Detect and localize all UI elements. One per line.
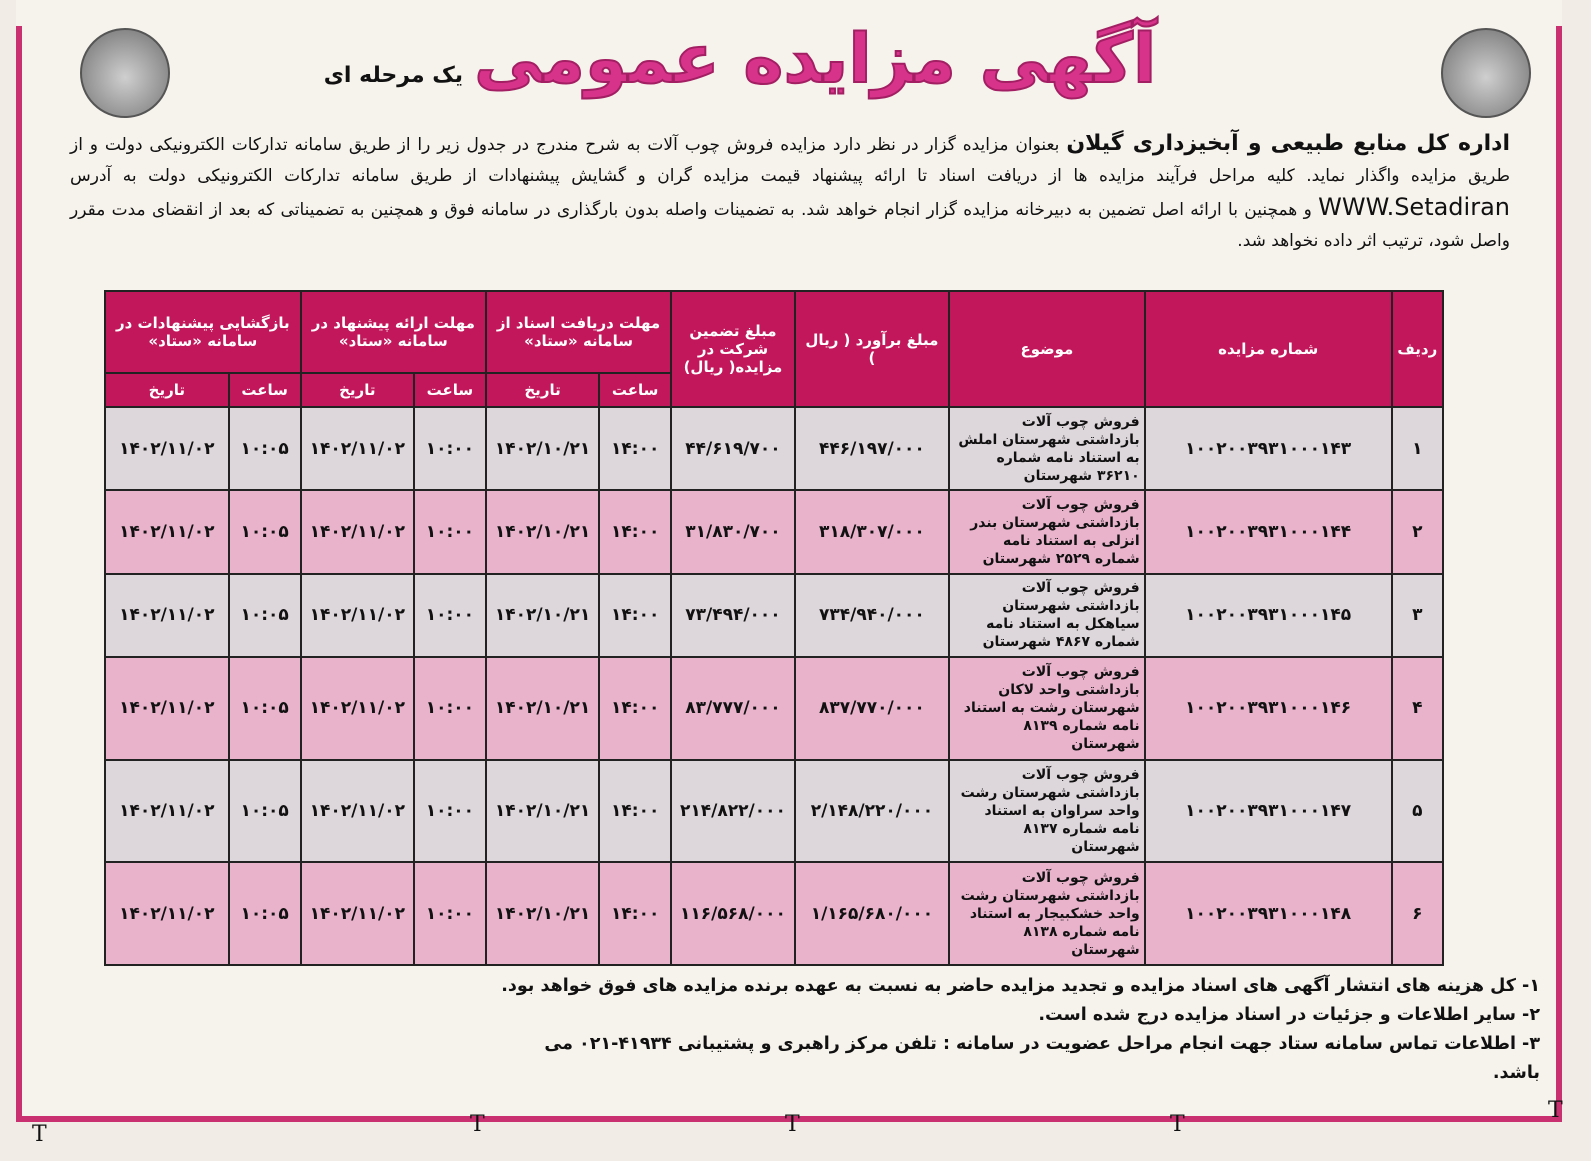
cell-row: ۴ [1392,657,1443,760]
cell-docs-time: ۱۴:۰۰ [599,490,671,573]
header-docs-deadline: مهلت دریافت اسناد از سامانه «ستاد» [486,291,671,373]
note-item: ۱- کل هزینه های انتشار آگهی های اسناد مزایده و تجدید مزایده حاضر به نسبت به عهده برنده مزایده های فوق خواهد بود. [501,976,1540,996]
cell-guarantee: ۲۱۴/۸۲۲/۰۰۰ [671,760,795,863]
intro-text-part1: بعنوان مزایده گزار در نظر دارد مزایده فروش چوب آلات به شرح مندرج در جدول زیر را از طریق سامانه تدارکات الکترونیکی دولت و از طریق مزایده واگذار نماید. کلیه مراحل فرآیند مزایده ها از دریافت اسناد تا ارائه پیشنهاد قیمت مزایده گران و گشایش پیشنهادات از طریق سامانه تدارکات الکترونیکی دولت به آدرس [70,135,1510,186]
cell-subject: فروش چوب آلات بازداشتی شهرستان رشت واحد خشکبیجار به استناد نامه شماره ۸۱۳۸ شهرستان [949,862,1145,965]
cell-submit-time: ۱۰:۰۰ [414,490,486,573]
cell-subject: فروش چوب آلات بازداشتی شهرستان بندر انزلی به استناد نامه شماره ۲۵۲۹ شهرستان [949,490,1145,573]
cell-submit-time: ۱۰:۰۰ [414,657,486,760]
ad-title-main: آگهی مزایده عمومی [474,20,1157,99]
cell-subject: فروش چوب آلات بازداشتی شهرستان سیاهکل به استناد نامه شماره ۴۸۶۷ شهرستان [949,574,1145,657]
note-item: ۲- سایر اطلاعات و جزئیات در اسناد مزایده درج شده است. [1038,1005,1540,1025]
cell-number: ۱۰۰۲۰۰۳۹۳۱۰۰۰۱۴۷ [1145,760,1392,863]
cell-estimate: ۴۴۶/۱۹۷/۰۰۰ [795,407,949,490]
cell-estimate: ۱/۱۶۵/۶۸۰/۰۰۰ [795,862,949,965]
note-item: ۳- اطلاعات تماس سامانه ستاد جهت انجام مراحل عضویت در سامانه : تلفن مرکز راهبری و پشتیبانی ۴۱۹۳۴-۰۲۱ می باشد. [544,1034,1540,1083]
cell-submit-date: ۱۴۰۲/۱۱/۰۲ [301,657,414,760]
cell-estimate: ۸۳۷/۷۷۰/۰۰۰ [795,657,949,760]
header-subject: موضوع [949,291,1145,407]
header-time: ساعت [599,373,671,407]
cell-docs-date: ۱۴۰۲/۱۰/۲۱ [486,862,599,965]
table-row [105,574,1443,657]
cell-submit-date: ۱۴۰۲/۱۱/۰۲ [301,862,414,965]
organization-seal-icon [80,28,170,118]
table-row [105,490,1443,573]
notes-list [500,972,1540,1088]
cell-number: ۱۰۰۲۰۰۳۹۳۱۰۰۰۱۴۴ [1145,490,1392,573]
table-row [105,657,1443,760]
cell-open-date: ۱۴۰۲/۱۱/۰۲ [105,862,229,965]
header-guarantee: مبلغ تضمین شرکت در مزایده( ریال) [671,291,795,407]
organization-seal-icon [1441,28,1531,118]
ad-title-suffix: یک مرحله ای [323,63,464,88]
cell-subject: فروش چوب آلات بازداشتی شهرستان املش به استناد نامه شماره ۳۶۲۱۰ شهرستان [949,407,1145,490]
cell-row: ۱ [1392,407,1443,490]
cell-docs-time: ۱۴:۰۰ [599,657,671,760]
header-time: ساعت [229,373,301,407]
cell-open-date: ۱۴۰۲/۱۱/۰۲ [105,760,229,863]
cell-estimate: ۷۳۴/۹۴۰/۰۰۰ [795,574,949,657]
cell-submit-date: ۱۴۰۲/۱۱/۰۲ [301,490,414,573]
header-opening: بازگشایی پیشنهادات در سامانه «ستاد» [105,291,301,373]
cell-guarantee: ۳۱/۸۳۰/۷۰۰ [671,490,795,573]
cell-docs-time: ۱۴:۰۰ [599,407,671,490]
table-row [105,407,1443,490]
cell-estimate: ۲/۱۴۸/۲۲۰/۰۰۰ [795,760,949,863]
cell-guarantee: ۴۴/۶۱۹/۷۰۰ [671,407,795,490]
table-row [105,760,1443,863]
cell-row: ۵ [1392,760,1443,863]
cell-docs-time: ۱۴:۰۰ [599,760,671,863]
cell-open-time: ۱۰:۰۵ [229,862,301,965]
cell-guarantee: ۷۳/۴۹۴/۰۰۰ [671,574,795,657]
cell-row: ۳ [1392,574,1443,657]
edge-mark: T [1170,1112,1185,1137]
cell-docs-date: ۱۴۰۲/۱۰/۲۱ [486,574,599,657]
header-submit-deadline: مهلت ارائه پیشنهاد در سامانه «ستاد» [301,291,486,373]
cell-number: ۱۰۰۲۰۰۳۹۳۱۰۰۰۱۴۳ [1145,407,1392,490]
cell-open-time: ۱۰:۰۵ [229,490,301,573]
header-date: تاریخ [486,373,599,407]
edge-mark: T [32,1122,47,1147]
header-date: تاریخ [301,373,414,407]
cell-subject: فروش چوب آلات بازداشتی واحد لاکان شهرستان رشت به استناد نامه شماره ۸۱۳۹ شهرستان [949,657,1145,760]
cell-row: ۶ [1392,862,1443,965]
cell-estimate: ۳۱۸/۳۰۷/۰۰۰ [795,490,949,573]
cell-submit-time: ۱۰:۰۰ [414,407,486,490]
edge-mark: T [470,1112,485,1137]
edge-mark: T [1548,1098,1563,1123]
header-time: ساعت [414,373,486,407]
cell-open-date: ۱۴۰۲/۱۱/۰۲ [105,490,229,573]
organization-name: اداره کل منابع طبیعی و آبخیزداری گیلان [1066,131,1511,156]
edge-mark: T [785,1112,800,1137]
cell-number: ۱۰۰۲۰۰۳۹۳۱۰۰۰۱۴۸ [1145,862,1392,965]
header-row-number: ردیف [1392,291,1443,407]
cell-submit-time: ۱۰:۰۰ [414,760,486,863]
intro-text-part2: و همچنین با ارائه اصل تضمین به دبیرخانه مزایده گزار انجام خواهد شد. به تضمینات واصله بدون بارگذاری در سامانه فوق و همچنین به تضمیناتی که بعد از انقضای مدت مقرر واصل شود، ترتیب اثر داده نخواهد شد. [70,200,1510,251]
cell-subject: فروش چوب آلات بازداشتی شهرستان رشت واحد سراوان به استناد نامه شماره ۸۱۳۷ شهرستان [949,760,1145,863]
intro-paragraph [70,128,1510,257]
cell-submit-date: ۱۴۰۲/۱۱/۰۲ [301,574,414,657]
cell-submit-time: ۱۰:۰۰ [414,862,486,965]
cell-open-time: ۱۰:۰۵ [229,657,301,760]
header-auction-number: شماره مزایده [1145,291,1392,407]
cell-submit-date: ۱۴۰۲/۱۱/۰۲ [301,407,414,490]
cell-open-date: ۱۴۰۲/۱۱/۰۲ [105,657,229,760]
cell-docs-date: ۱۴۰۲/۱۰/۲۱ [486,657,599,760]
cell-open-time: ۱۰:۰۵ [229,574,301,657]
ad-title [250,20,1230,115]
cell-docs-date: ۱۴۰۲/۱۰/۲۱ [486,760,599,863]
header-estimate: مبلغ برآورد ( ریال ) [795,291,949,407]
cell-row: ۲ [1392,490,1443,573]
cell-number: ۱۰۰۲۰۰۳۹۳۱۰۰۰۱۴۶ [1145,657,1392,760]
cell-docs-date: ۱۴۰۲/۱۰/۲۱ [486,490,599,573]
cell-open-time: ۱۰:۰۵ [229,760,301,863]
cell-open-date: ۱۴۰۲/۱۱/۰۲ [105,407,229,490]
cell-open-date: ۱۴۰۲/۱۱/۰۲ [105,574,229,657]
cell-submit-time: ۱۰:۰۰ [414,574,486,657]
cell-docs-time: ۱۴:۰۰ [599,862,671,965]
header-date: تاریخ [105,373,229,407]
cell-open-time: ۱۰:۰۵ [229,407,301,490]
cell-number: ۱۰۰۲۰۰۳۹۳۱۰۰۰۱۴۵ [1145,574,1392,657]
auction-table [104,290,1444,966]
cell-guarantee: ۱۱۶/۵۶۸/۰۰۰ [671,862,795,965]
cell-docs-date: ۱۴۰۲/۱۰/۲۱ [486,407,599,490]
website-address: WWW.Setadiran [1318,193,1510,221]
cell-submit-date: ۱۴۰۲/۱۱/۰۲ [301,760,414,863]
table-row [105,862,1443,965]
cell-guarantee: ۸۳/۷۷۷/۰۰۰ [671,657,795,760]
cell-docs-time: ۱۴:۰۰ [599,574,671,657]
